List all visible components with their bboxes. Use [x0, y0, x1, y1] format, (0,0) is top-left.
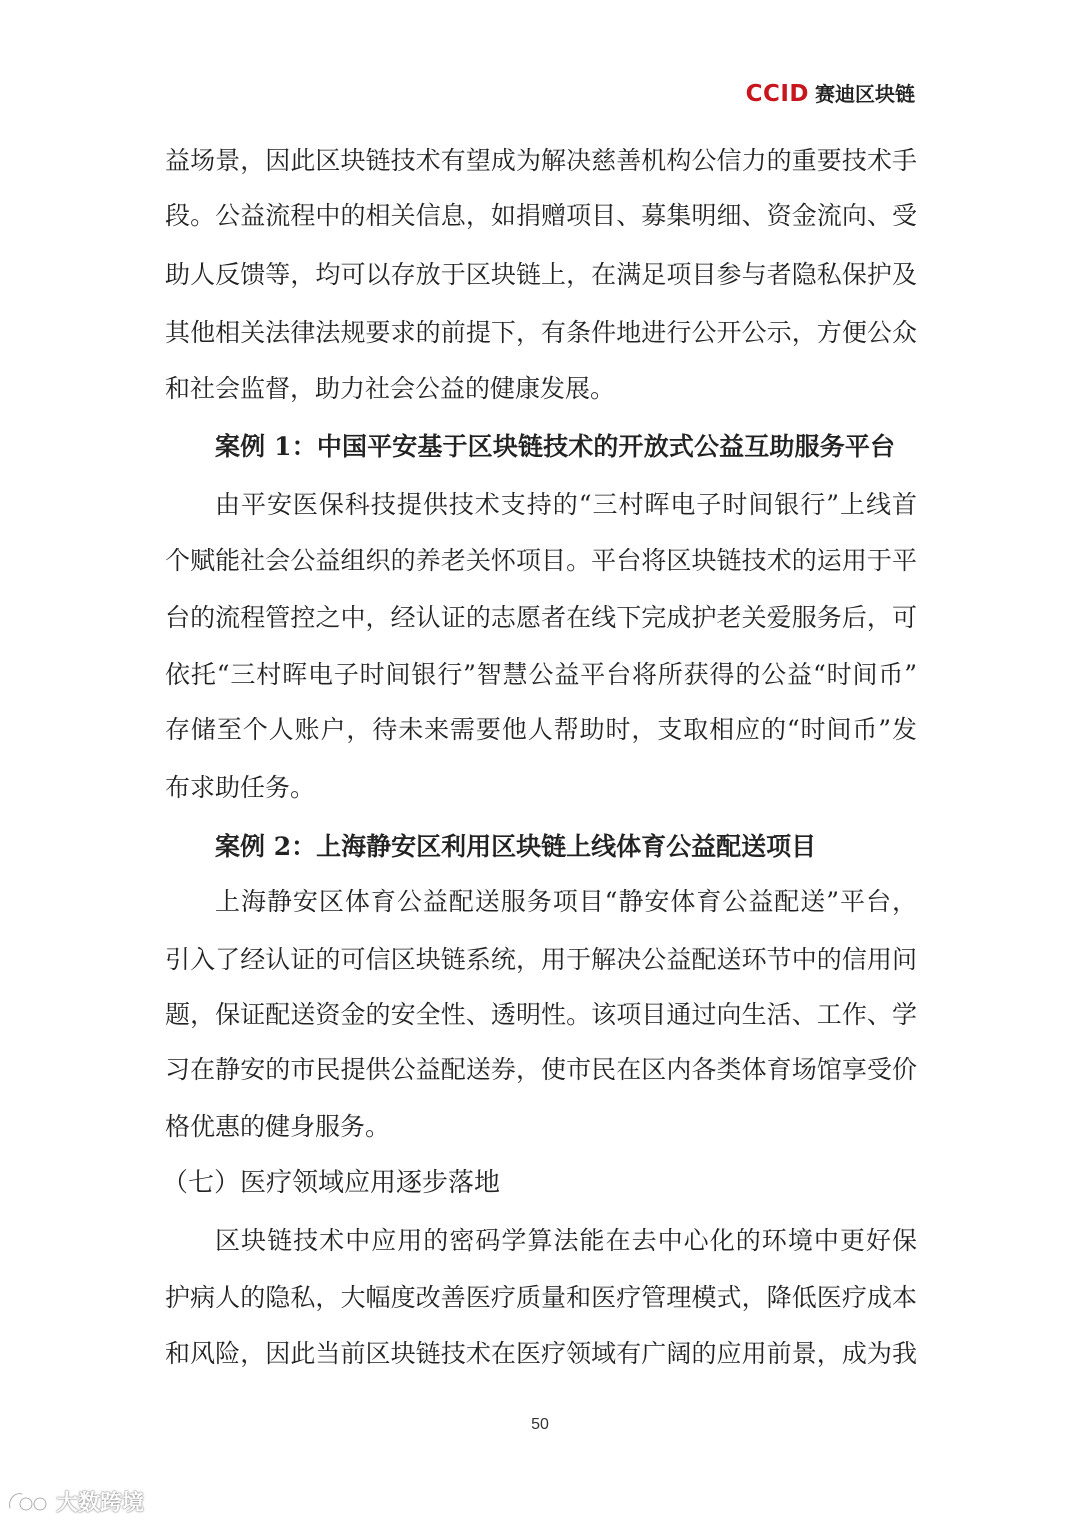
- body-text-line: 护病人的隐私，大幅度改善医疗质量和医疗管理模式，降低医疗成本: [165, 1283, 917, 1312]
- body-text-line: 存储至个人账户，待未来需要他人帮助时，支取相应的“时间币”发: [165, 715, 917, 744]
- body-text-line: 段。公益流程中的相关信息，如捐赠项目、募集明细、资金流向、受: [165, 201, 917, 230]
- body-text-line: 助人反馈等，均可以存放于区块链上，在满足项目参与者隐私保护及: [165, 260, 917, 289]
- body-text-line: 和社会监督，助力社会公益的健康发展。: [165, 374, 616, 403]
- body-text-line: 其他相关法律法规要求的前提下，有条件地进行公开公示，方便公众: [165, 318, 917, 347]
- watermark-logo-icon: [6, 1488, 50, 1516]
- body-text-line: 格优惠的健身服务。: [165, 1112, 391, 1141]
- case-heading-2: 案例 2：上海静安区利用区块链上线体育公益配送项目: [215, 832, 817, 861]
- case-heading-1: 案例 1：中国平安基于区块链技术的开放式公益互助服务平台: [215, 432, 895, 461]
- body-text-line: 个赋能社会公益组织的养老关怀项目。平台将区块链技术的运用于平: [165, 546, 917, 575]
- body-text-line: 益场景，因此区块链技术有望成为解决慈善机构公信力的重要技术手: [165, 146, 917, 175]
- watermark-text: 大数跨境: [56, 1491, 145, 1516]
- body-text-line: 和风险，因此当前区块链技术在医疗领域有广阔的应用前景，成为我: [165, 1339, 917, 1368]
- body-text-line: 台的流程管控之中，经认证的志愿者在线下完成护老关爱服务后，可: [165, 603, 917, 632]
- page-header: [746, 78, 915, 107]
- brand-name-cn: 赛迪区块链: [815, 82, 915, 106]
- body-text-line: 布求助任务。: [165, 773, 316, 802]
- body-text-line: 依托“三村晖电子时间银行”智慧公益平台将所获得的公益“时间币”: [165, 660, 917, 689]
- body-text-line: 题，保证配送资金的安全性、透明性。该项目通过向生活、工作、学: [165, 1000, 917, 1029]
- body-text-line: 由平安医保科技提供技术支持的“三村晖电子时间银行”上线首: [215, 490, 917, 519]
- page-number: 50: [531, 1416, 549, 1433]
- section-heading: （七）医疗领域应用逐步落地: [162, 1168, 501, 1198]
- body-text-line: 引入了经认证的可信区块链系统，用于解决公益配送环节中的信用问: [165, 945, 917, 974]
- body-text-line: 习在静安的市民提供公益配送券，使市民在区内各类体育场馆享受价: [165, 1055, 917, 1084]
- body-text-line: 上海静安区体育公益配送服务项目“静安体育公益配送”平台，: [215, 887, 917, 916]
- ccid-logo-text: CCID: [745, 81, 809, 107]
- watermark: [6, 1486, 144, 1517]
- body-text-line: 区块链技术中应用的密码学算法能在去中心化的环境中更好保: [215, 1226, 917, 1255]
